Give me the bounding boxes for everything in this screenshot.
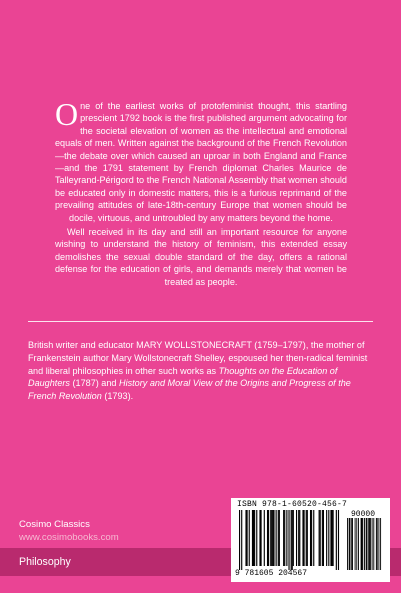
barcode-bar <box>293 510 294 566</box>
barcode-bar <box>249 510 250 566</box>
barcode-bar <box>288 510 289 570</box>
barcode-bar <box>333 510 334 566</box>
barcode-bar <box>273 510 274 566</box>
barcode-bar <box>296 510 297 566</box>
addon-bar <box>349 518 350 570</box>
category-label: Philosophy <box>19 556 71 568</box>
barcode-bar <box>256 510 257 566</box>
barcode-bar <box>313 510 314 566</box>
description-paragraph-1 <box>55 96 347 224</box>
barcode-digits: 9 781605 204567 <box>235 569 308 578</box>
barcode-bar <box>270 510 271 566</box>
addon-bar <box>378 518 379 570</box>
addon-bar <box>361 518 362 570</box>
barcode-bar <box>307 510 308 566</box>
description-text-1: ne of the earliest works of protofeminist thought, this startling prescient 1792 book is the first published argument advocating for the societal elevation of women as the intellectual and emotional equals of men. Written against the background of the French Revolution—the debate over which caused an uproar in both England and France—and the 1791 statement by French diplomat Charles Maurice de Talleyrand-Périgord to the French National Assembly that women should be educated only in domestic matters, this is a furious reprimand of the prevailing attitudes of late-18th-century Europe that women should be docile, virtuous, and untroubled by any matters beyond the home. <box>55 101 347 223</box>
barcode-bar <box>276 510 277 566</box>
barcode-bar <box>279 510 280 566</box>
barcode-bar <box>278 510 279 566</box>
barcode-bar <box>323 510 324 566</box>
addon-bar <box>368 518 369 570</box>
barcode-bar <box>322 510 323 566</box>
addon-bar <box>364 518 365 570</box>
work-title-2: History and Moral View of the Origins and Progress of the French Revolution <box>28 378 351 402</box>
barcode-bar <box>326 510 327 566</box>
bio-intro: British writer and educator <box>28 340 137 350</box>
addon-bar <box>352 518 353 570</box>
addon-bar <box>356 518 357 570</box>
addon-bar <box>373 518 374 570</box>
description-paragraph-2: Well received in its day and still an important resource for anyone wishing to understand the history of feminism, this extended essay demolishes the sexual double standard of the day, offers a rational defense for the education of girls, and demands merely that women be treated as people. <box>55 227 347 287</box>
barcode-bar <box>261 510 262 566</box>
barcode-bar <box>268 510 269 566</box>
barcode-bar <box>241 510 242 570</box>
addon-bar <box>358 518 359 570</box>
addon-bar <box>369 518 370 570</box>
publisher-url[interactable]: www.cosimobooks.com <box>19 532 119 543</box>
barcode-bar <box>328 510 329 566</box>
barcode-bar <box>284 510 285 566</box>
barcode-bar <box>291 510 292 570</box>
barcode-bar <box>330 510 331 566</box>
divider <box>28 321 373 322</box>
price-code: 90000 <box>350 510 376 519</box>
barcode-bar <box>259 510 260 566</box>
barcode-bar <box>292 510 293 570</box>
barcode-bar <box>298 510 299 566</box>
addon-bar <box>372 518 373 570</box>
barcode-bar <box>272 510 273 566</box>
addon-bar <box>362 518 363 570</box>
work-title-1: Thoughts on the Education of Daughters <box>28 365 338 389</box>
bio-end: (1793). <box>101 391 134 402</box>
barcode-box <box>231 498 390 582</box>
addon-bar <box>367 518 368 570</box>
book-description <box>55 96 347 288</box>
publisher-name: Cosimo Classics <box>19 519 90 530</box>
barcode-bar <box>264 510 265 566</box>
drop-cap: O <box>55 96 79 132</box>
addon-bar <box>377 518 378 570</box>
barcode-bar <box>338 510 339 570</box>
barcode-bar <box>299 510 300 566</box>
bio-between: (1787) and <box>69 378 120 389</box>
addon-bar <box>351 518 352 570</box>
author-bio <box>28 339 373 403</box>
addon-bar <box>355 518 356 570</box>
addon-bar <box>376 518 377 570</box>
addon-bar <box>347 518 348 570</box>
barcode-bar <box>245 510 246 566</box>
barcode-bar <box>267 510 268 566</box>
barcode-bar <box>304 510 305 566</box>
barcode-bar <box>336 510 337 570</box>
barcode <box>239 510 384 570</box>
barcode-bar <box>319 510 320 566</box>
isbn-label: ISBN 978-1-60520-456-7 <box>237 500 348 509</box>
barcode-bar <box>271 510 272 566</box>
barcode-bar <box>310 510 311 566</box>
barcode-bar <box>247 510 248 566</box>
addon-bar <box>370 518 371 570</box>
barcode-bar <box>302 510 303 566</box>
barcode-bar <box>311 510 312 566</box>
barcode-bar <box>331 510 332 566</box>
barcode-bar <box>253 510 254 566</box>
barcode-bar <box>306 510 307 566</box>
barcode-bar <box>286 510 287 566</box>
barcode-bar <box>283 510 284 566</box>
barcode-bar <box>252 510 253 566</box>
author-name: MARY WOLLSTONECRAFT <box>136 340 252 350</box>
barcode-bar <box>320 510 321 566</box>
addon-bar <box>350 518 351 570</box>
addon-bar <box>380 518 381 570</box>
barcode-bar <box>239 510 240 570</box>
addon-bar <box>361 518 362 570</box>
barcode-bar <box>254 510 255 566</box>
bio-middle: (1759–1797), the mother of Frankenstein author Mary Wollstonecraft Shelley, espoused her then-radical feminist and liberal philosophies in other such works as <box>28 340 368 376</box>
addon-bar <box>366 518 367 570</box>
